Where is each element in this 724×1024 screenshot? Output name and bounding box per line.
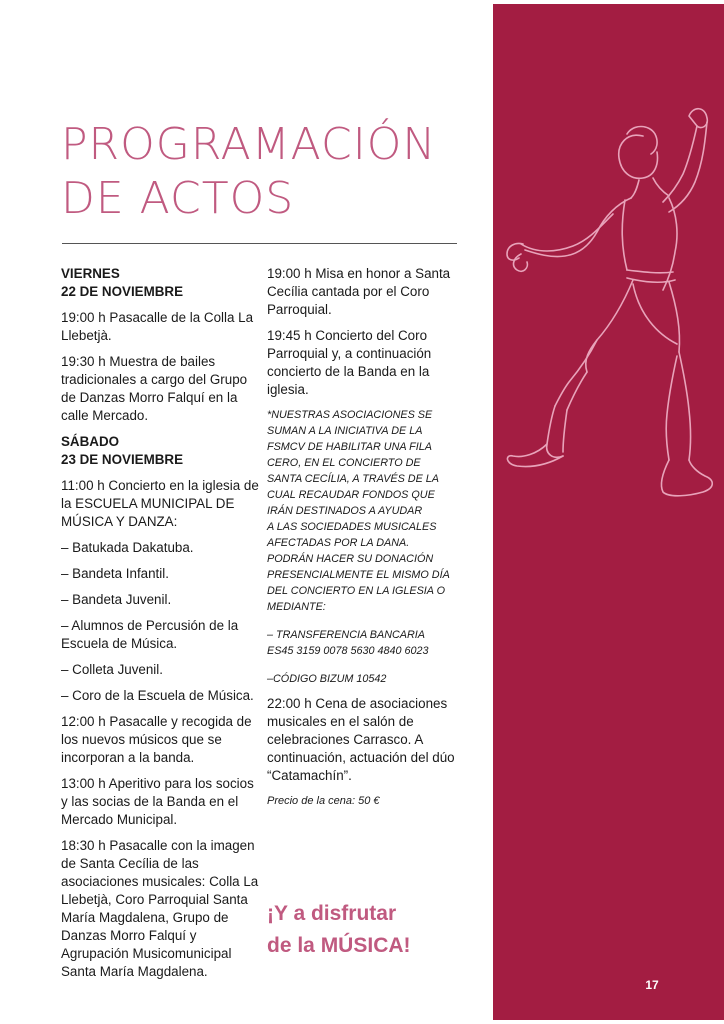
list-item: – Coro de la Escuela de Música. (61, 688, 254, 703)
event-item: 11:00 h Concierto en la iglesia de la ESCUELA MUNICIPAL DE MÚSICA Y DANZA: (61, 478, 259, 529)
dancer-illustration (493, 94, 724, 554)
title-line-2: DE ACTOS (61, 173, 295, 224)
friday-day: VIERNES (61, 266, 120, 281)
event-item: 19:30 h Muestra de bailes tradicionales a cargo del Grupo de Danzas Morro Falquí en la calle Mercado. (61, 354, 248, 423)
notice-line: PODRÁN HACER SU DONACIÓN (267, 553, 434, 565)
saturday-day: SÁBADO (61, 434, 120, 449)
notice-line: *NUESTRAS ASOCIACIONES SE (267, 409, 433, 421)
notice-line: IRÁN DESTINADOS A AYUDAR (267, 505, 423, 517)
event-item: 13:00 h Aperitivo para los socios y las socias de la Banda en el Mercado Municipal. (61, 776, 254, 827)
notice-line: CUAL RECAUDAR FONDOS QUE (267, 489, 435, 501)
side-color-panel (493, 4, 724, 1020)
event-item: 19:00 h Pasacalle de la Colla La Llebetjà. (61, 310, 254, 343)
page-number: 17 (645, 978, 659, 992)
event-item: 12:00 h Pasacalle y recogida de los nuevos músicos que se incorporan a la banda. (61, 714, 252, 765)
page-title (61, 118, 436, 226)
notice-line: AFECTADAS POR LA DANA. (267, 537, 410, 549)
bank-iban: ES45 3159 0078 5630 4840 6023 (267, 645, 429, 657)
dinner-price: Precio de la cena: 50 € (267, 795, 380, 807)
list-item: – Batukada Dakatuba. (61, 540, 194, 555)
closing-line-2: de la MÚSICA! (267, 934, 411, 957)
closing-message (267, 898, 411, 962)
notice-line: SUMAN A LA INICIATIVA DE LA (267, 425, 423, 437)
saturday-heading (61, 433, 261, 469)
closing-line-1: ¡Y a disfrutar (267, 902, 397, 925)
title-divider (62, 243, 457, 244)
notice-line: FSMCV DE HABILITAR UNA FILA (267, 441, 432, 453)
notice-line: SANTA CECÍLIA, A TRAVÉS DE LA (267, 473, 440, 485)
right-column (267, 265, 467, 817)
donation-notice (267, 407, 467, 687)
bizum-code: –CÓDIGO BIZUM 10542 (267, 673, 387, 685)
notice-line: CERO, EN EL CONCIERTO DE (267, 457, 421, 469)
friday-heading (61, 265, 261, 301)
event-item: 19:45 h Concierto del Coro Parroquial y, a continuación concierto de la Banda en la iglesia. (267, 328, 432, 397)
notice-line: DEL CONCIERTO EN LA IGLESIA O (267, 585, 446, 597)
bank-transfer-label: – TRANSFERENCIA BANCARIA (267, 629, 425, 641)
notice-line: PRESENCIALMENTE EL MISMO DÍA (267, 569, 450, 581)
list-item: – Alumnos de Percusión de la Escuela de Música. (61, 618, 239, 651)
list-item: – Bandeta Infantil. (61, 566, 169, 581)
event-item: 19:00 h Misa en honor a Santa Cecília cantada por el Coro Parroquial. (267, 266, 451, 317)
event-item: 18:30 h Pasacalle con la imagen de Santa Cecília de las asociaciones musicales: Colla La Llebetjà, Coro Parroquial Santa María Magdalena, Grupo de Danzas Morro Falquí y Agrupación Musicomunicipal Santa María Magdalena. (61, 838, 259, 979)
friday-date: 22 DE NOVIEMBRE (61, 284, 184, 299)
list-item: – Bandeta Juvenil. (61, 592, 172, 607)
title-line-1: PROGRAMACIÓN (61, 119, 437, 170)
list-item: – Colleta Juvenil. (61, 662, 163, 677)
notice-line: MEDIANTE: (267, 601, 326, 613)
event-item: 22:00 h Cena de asociaciones musicales en el salón de celebraciones Carrasco. A continuación, actuación del dúo “Catamachín”. (267, 696, 455, 783)
left-column (61, 265, 261, 989)
notice-line: A LAS SOCIEDADES MUSICALES (267, 521, 437, 533)
saturday-date: 23 DE NOVIEMBRE (61, 452, 184, 467)
